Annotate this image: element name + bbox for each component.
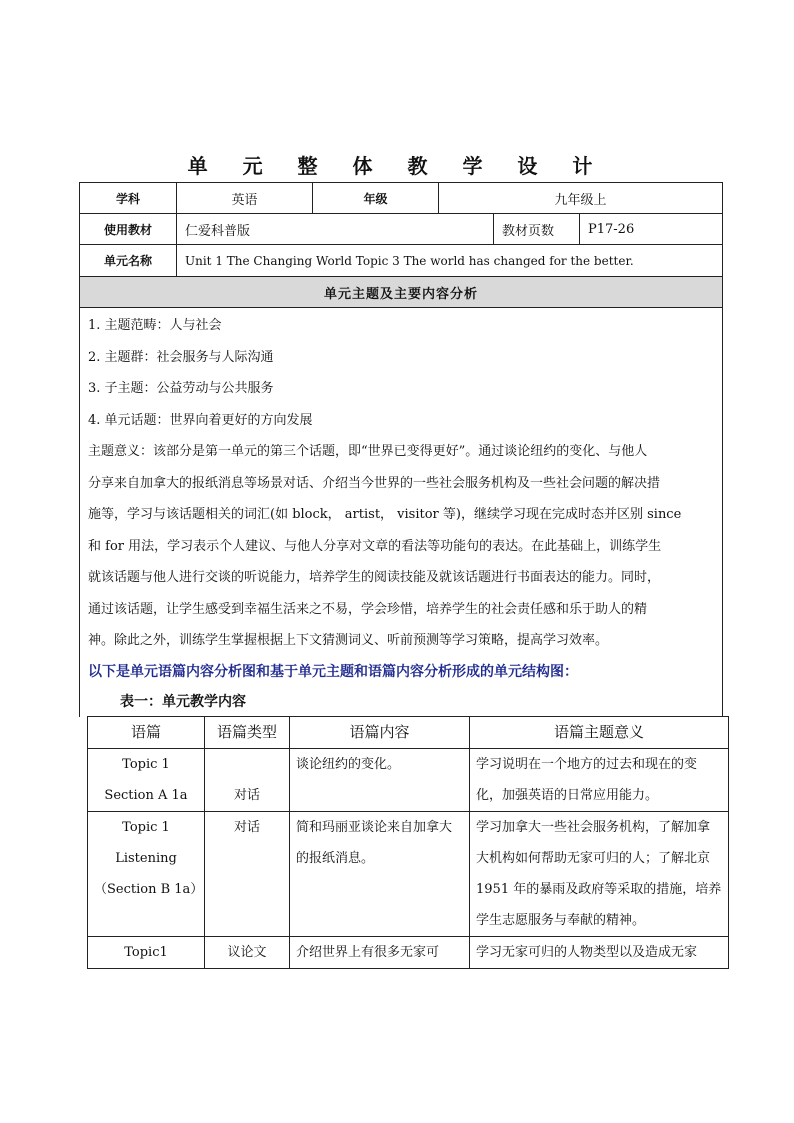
text-cell: [88, 749, 205, 812]
meaning-cell: 学习说明在一个地方的过去和现在的变化，加强英语的日常应用能力。: [470, 749, 729, 812]
analysis-body: [80, 308, 723, 717]
meaning-line: 主题意义：该部分是第一单元的第三个话题，即“世界已变得更好”。通过谈论纽约的变化、与他人: [88, 444, 648, 459]
meaning-line: 通过该话题，让学生感受到幸福生活来之不易，学会珍惜，培养学生的社会责任感和乐于助人的精: [88, 601, 648, 617]
meaning-cell: 学习加拿大一些社会服务机构，了解加拿大机构如何帮助无家可归的人；了解北京 1951 年的暴雨及政府等采取的措施，培养学生志愿服务与奉献的精神。: [470, 812, 729, 937]
text-line: Section A 1a: [104, 788, 188, 803]
page-title: 单 元 整 体 教 学 设 计: [187, 154, 607, 178]
content-cell: 谈论纽约的变化。: [290, 749, 470, 812]
text-line: Topic1: [124, 945, 168, 960]
content-text: 介绍世界上有很多无家可: [296, 945, 440, 960]
meaning-text: 学习无家可归的人物类型以及造成无家: [476, 945, 698, 960]
text-line: （Section B 1a）: [94, 882, 204, 897]
unit-label: 单元名称: [80, 245, 177, 277]
meaning-line: 就该话题与他人进行交谈的听说能力，培养学生的阅读技能及就该话题进行书面表达的能力。同时，: [88, 570, 661, 585]
content-table-header: 语篇类型: [205, 717, 290, 749]
content-table: [87, 716, 729, 969]
unit-value: Unit 1 The Changing World Topic 3 The world has changed for the better.: [177, 245, 723, 277]
meaning-line: 神。除此之外，训练学生掌握根据上下文猜测词义、听前预测等学习策略，提高学习效率。: [88, 633, 609, 648]
textbook-value: 仁爱科普版: [177, 214, 494, 245]
meaning-cell: [470, 937, 729, 969]
content-table-header: 语篇主题意义: [470, 717, 729, 749]
text-line: Listening: [115, 851, 177, 866]
subject-label: 学科: [80, 183, 177, 214]
meaning-line: 施等，学习与该话题相关的词汇(如 block， artist， visitor 等)，继续学习现在完成时态并区别 since: [88, 507, 682, 522]
table-row: [88, 937, 729, 969]
pages-value: P17-26: [580, 214, 723, 245]
theme-item: 3. 子主题：公益劳动与公共服务: [88, 381, 274, 396]
table-row: [88, 749, 729, 812]
subject-value: 英语: [177, 183, 313, 214]
unit-design-table: [79, 182, 723, 717]
pages-label: 教材页数: [494, 214, 580, 245]
text-line: Topic 1: [122, 820, 170, 835]
meaning-line: 分享来自加拿大的报纸消息等场景对话、介绍当今世界的一些社会服务机构及一些社会问题的解决措: [88, 475, 661, 491]
text-line: Topic 1: [122, 757, 170, 772]
grade-label: 年级: [313, 183, 439, 214]
theme-item: 4. 单元话题：世界向着更好的方向发展: [88, 412, 313, 428]
theme-item: 2. 主题群：社会服务与人际沟通: [88, 349, 274, 365]
content-table-header: 语篇内容: [290, 717, 470, 749]
type-cell: 对话: [205, 812, 290, 937]
text-cell: [88, 937, 205, 969]
meaning-line: 和 for 用法，学习表示个人建议、与他人分享对文章的看法等功能句的表达。在此基础上，训练学生: [88, 538, 662, 554]
table1-title: 表一：单元教学内容: [120, 693, 246, 710]
theme-meaning: [80, 436, 722, 657]
theme-item: 1. 主题范畴：人与社会: [88, 318, 222, 333]
content-table-header: 语篇: [88, 717, 205, 749]
type-text: 议论文: [227, 945, 267, 960]
text-cell: [88, 812, 205, 937]
analysis-heading: 单元主题及主要内容分析: [80, 277, 723, 308]
grade-value: 九年级上: [439, 183, 723, 214]
textbook-label: 使用教材: [80, 214, 177, 245]
type-cell: [205, 937, 290, 969]
content-cell: 简和玛丽亚谈论来自加拿大的报纸消息。: [290, 812, 470, 937]
structure-note: 以下是单元语篇内容分析图和基于单元主题和语篇内容分析形成的单元结构图：: [88, 663, 578, 680]
content-cell: [290, 937, 470, 969]
table-row: [88, 812, 729, 937]
type-cell: 对话: [205, 749, 290, 812]
